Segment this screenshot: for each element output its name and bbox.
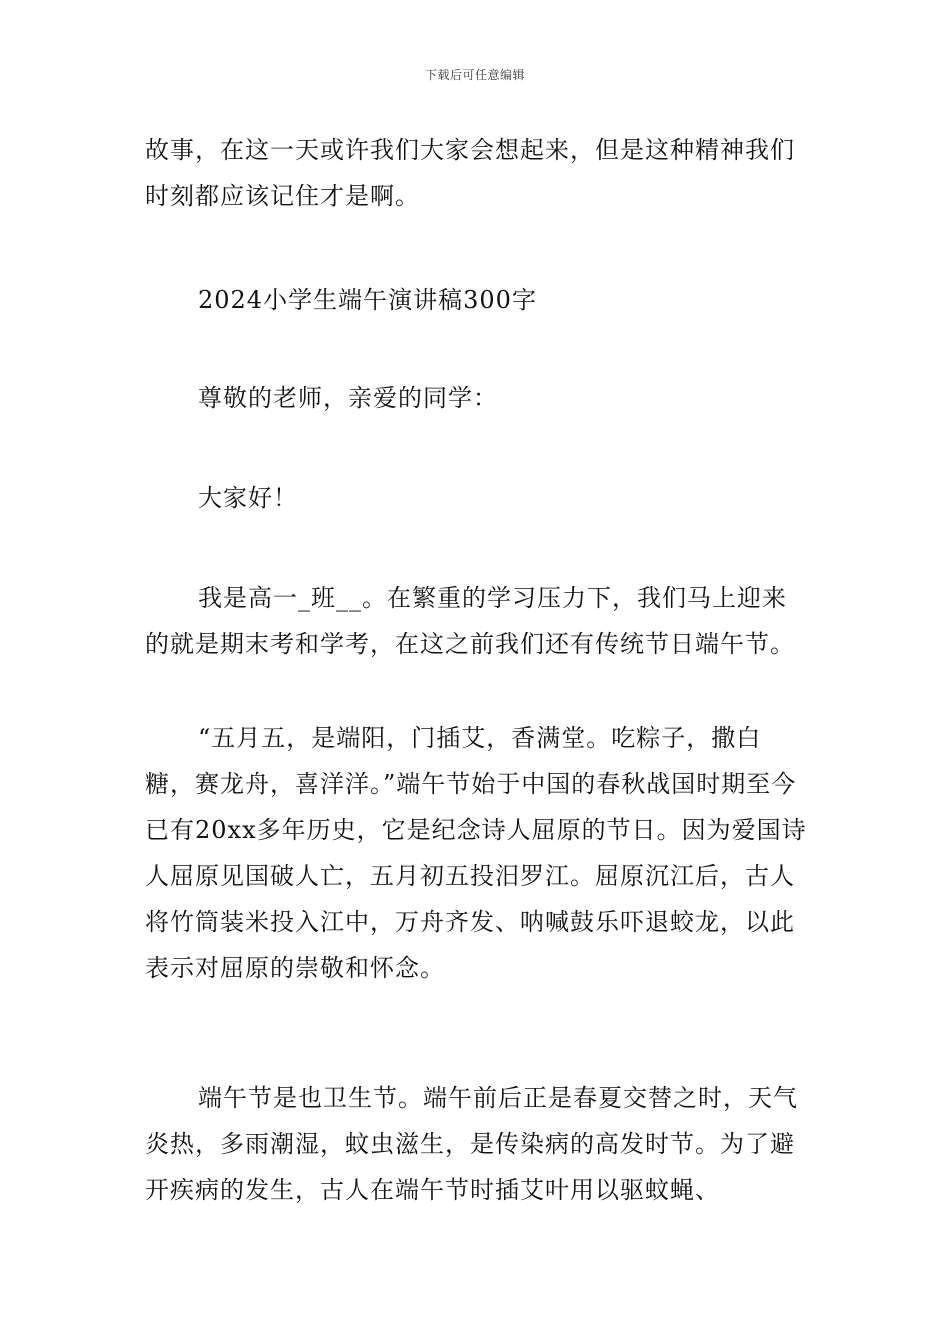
paragraph-continuation	[145, 127, 810, 219]
page-header: 下载后可任意编辑	[424, 68, 525, 82]
paragraph-block	[145, 715, 810, 991]
section-title: 2024小学生端午演讲稿300字	[198, 286, 537, 314]
paragraph: “五月五，是端阳，门插艾，香满堂。吃粽子，撒白糖，赛龙舟，喜洋洋。”端午节始于中国的春秋战国时期至今已有20xx多年历史，它是纪念诗人屈原的节日。因为爱国诗人屈原见国破人亡，五月初五投汨罗江。屈原沉江后，古人将竹筒装米投入江中，万舟齐发、呐喊鼓乐吓退蛟龙，以此表示对屈原的崇敬和怀念。	[145, 724, 807, 982]
paragraph-block	[145, 1075, 810, 1213]
salutation-block	[145, 375, 810, 421]
paragraph: 我是高一_班__。在繁重的学习压力下，我们马上迎来的就是期末考和学考，在这之前我们还有传统节日端午节。	[145, 584, 795, 658]
greeting-block	[145, 475, 810, 521]
paragraph-block	[145, 575, 810, 667]
greeting: 大家好！	[198, 484, 298, 512]
section-title-block	[145, 277, 810, 323]
paragraph: 端午节是也卫生节。端午前后正是春夏交替之时，天气炎热，多雨潮湿，蚊虫滋生，是传染病的高发时节。为了避开疾病的发生，古人在端午节时插艾叶用以驱蚊蝇、	[145, 1084, 798, 1204]
paragraph: 故事，在这一天或许我们大家会想起来，但是这种精神我们时刻都应该记住才是啊。	[145, 136, 795, 210]
salutation: 尊敬的老师，亲爱的同学：	[198, 384, 498, 412]
